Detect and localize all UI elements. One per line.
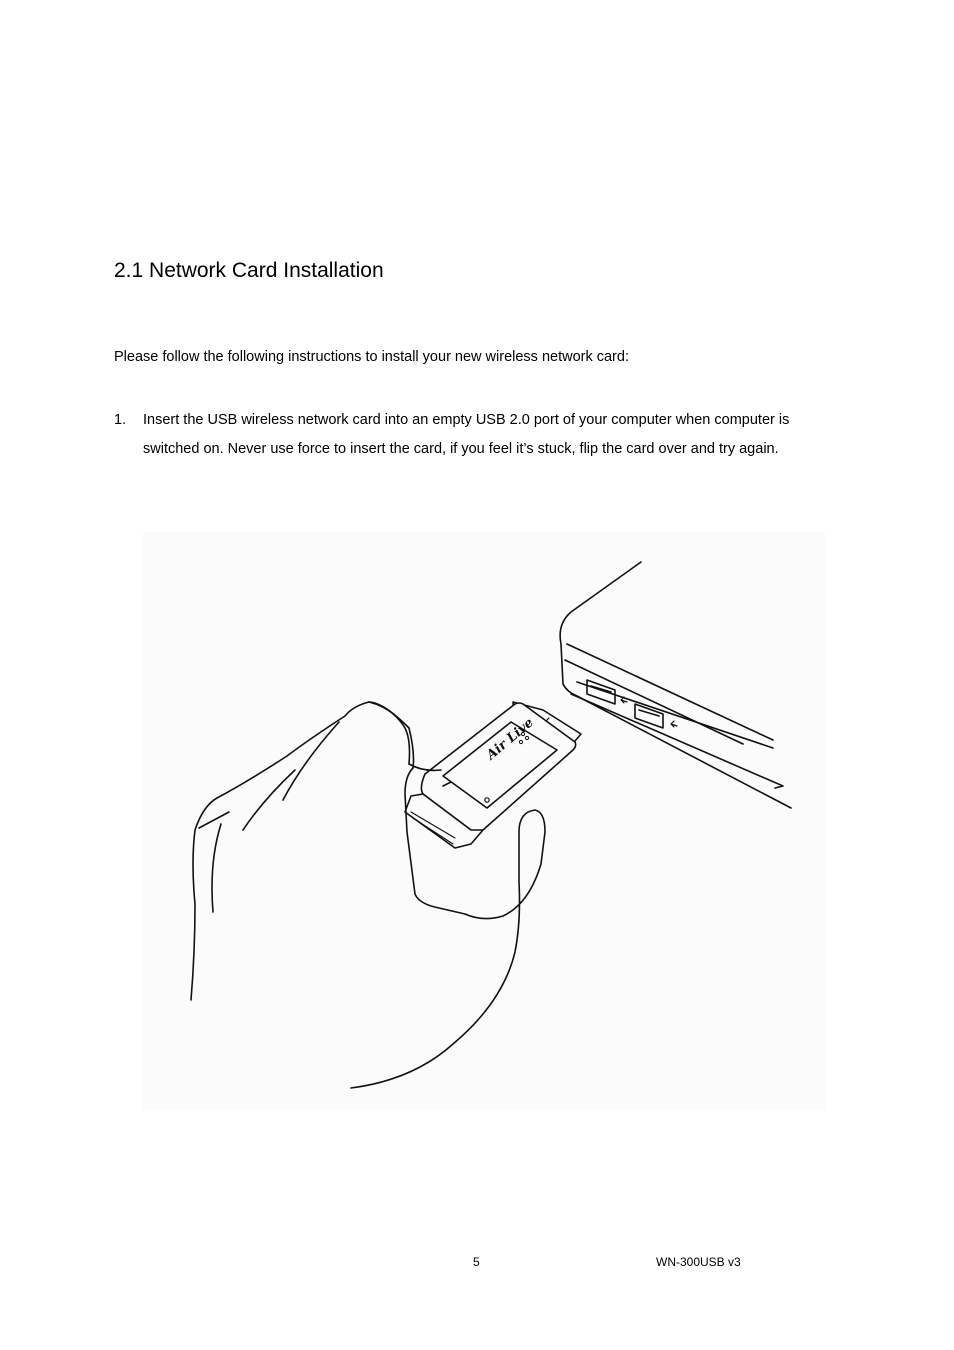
intro-paragraph: Please follow the following instructions to install your new wireless network card: <box>114 349 629 365</box>
document-model-id: WN-300USB v3 <box>656 1255 741 1269</box>
section-title: 2.1 Network Card Installation <box>114 259 384 282</box>
illustration-svg <box>143 532 825 1110</box>
step-text: Insert the USB wireless network card into an empty USB 2.0 port of your computer when computer is switched on. Never use force to insert the card, if you feel it’s stuck, flip the card over and try again. <box>143 412 790 457</box>
usb-install-illustration <box>143 532 825 1110</box>
laptop-drawing <box>560 562 791 808</box>
usb-adapter-drawing <box>405 702 581 848</box>
page-number: 5 <box>473 1255 480 1269</box>
step-number: 1. <box>114 412 127 428</box>
adapter-logo: Air Live <box>483 715 537 764</box>
